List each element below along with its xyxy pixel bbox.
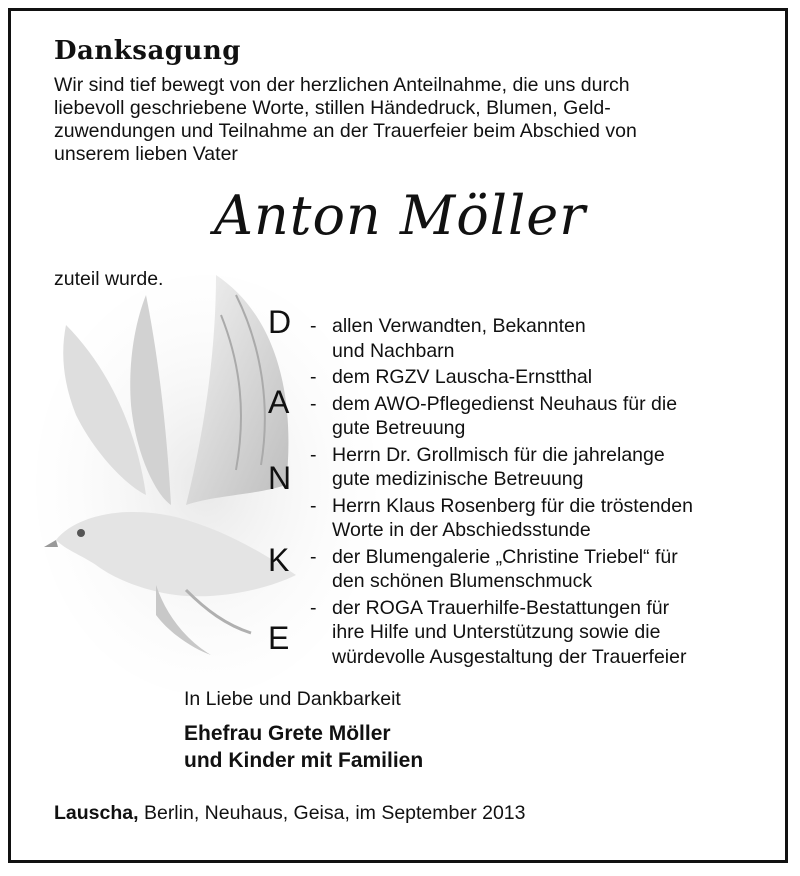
item-line: der ROGA Trauerhilfe-Bestattungen für [332, 596, 670, 619]
place-bold: Lauscha, [54, 802, 139, 824]
list-item [310, 443, 693, 492]
list-item [310, 392, 693, 441]
item-dash: - [310, 315, 317, 337]
item-line: Herrn Dr. Grollmisch für die jahrelange [332, 443, 665, 466]
place-date [54, 802, 526, 825]
item-line: der Blumengalerie „Christine Triebel“ für [332, 545, 678, 568]
danke-letter: D [268, 304, 292, 340]
list-item [310, 314, 693, 363]
item-dash: - [310, 392, 317, 415]
intro-text [54, 74, 754, 166]
list-item [310, 545, 693, 594]
intro-line: unserem lieben Vater [54, 143, 238, 165]
item-line: den schönen Blumenschmuck [332, 570, 593, 592]
item-line: dem RGZV Lauscha-Ernstthal [332, 366, 593, 388]
item-line: gute medizinische Betreuung [332, 468, 584, 490]
danke-letter: N [268, 460, 292, 496]
item-dash: - [310, 443, 317, 466]
item-text [332, 365, 592, 390]
item-line: gute Betreuung [332, 417, 466, 439]
list-item [310, 494, 693, 543]
item-dash: - [310, 596, 317, 619]
zuteil-text: zuteil wurde. [54, 268, 164, 290]
danke-letter: E [268, 620, 290, 656]
item-text [332, 392, 677, 441]
item-text [332, 596, 686, 670]
danke-letter: K [268, 542, 290, 578]
item-line: ihre Hilfe und Unterstützung sowie die [332, 621, 661, 643]
item-text [332, 545, 678, 594]
item-dash: - [310, 494, 317, 517]
intro-line: liebevoll geschriebene Worte, stillen Händedruck, Blumen, Geld- [54, 97, 611, 119]
item-dash: - [310, 366, 317, 388]
item-dash: - [310, 545, 317, 568]
family-line: und Kinder mit Familien [184, 749, 424, 772]
list-item [310, 596, 693, 670]
danke-letter: A [268, 384, 290, 420]
item-line: und Nachbarn [332, 339, 455, 362]
notice-heading: Danksagung [54, 36, 241, 66]
list-item [310, 365, 693, 390]
family-line: Ehefrau Grete Möller [184, 722, 391, 745]
intro-line: Wir sind tief bewegt von der herzlichen Anteilnahme, die uns durch [54, 74, 630, 96]
item-text [332, 494, 693, 543]
item-line: Herrn Klaus Rosenberg für die tröstenden [332, 494, 693, 517]
item-text [332, 314, 586, 363]
family-signature [184, 720, 423, 774]
item-text [332, 443, 665, 492]
thanks-list [310, 314, 693, 671]
item-line: würdevolle Ausgestaltung der Trauerfeier [332, 645, 687, 668]
item-line: allen Verwandten, Bekannten [332, 315, 586, 337]
intro-line: zuwendungen und Teilnahme an der Trauerfeier beim Abschied von [54, 120, 637, 142]
closing-text: In Liebe und Dankbarkeit [184, 688, 401, 710]
deceased-name: Anton Möller [213, 184, 587, 247]
place-rest: Berlin, Neuhaus, Geisa, im September 2013 [138, 802, 526, 824]
item-line: Worte in der Abschiedsstunde [332, 519, 591, 541]
item-line: dem AWO-Pflegedienst Neuhaus für die [332, 392, 678, 415]
